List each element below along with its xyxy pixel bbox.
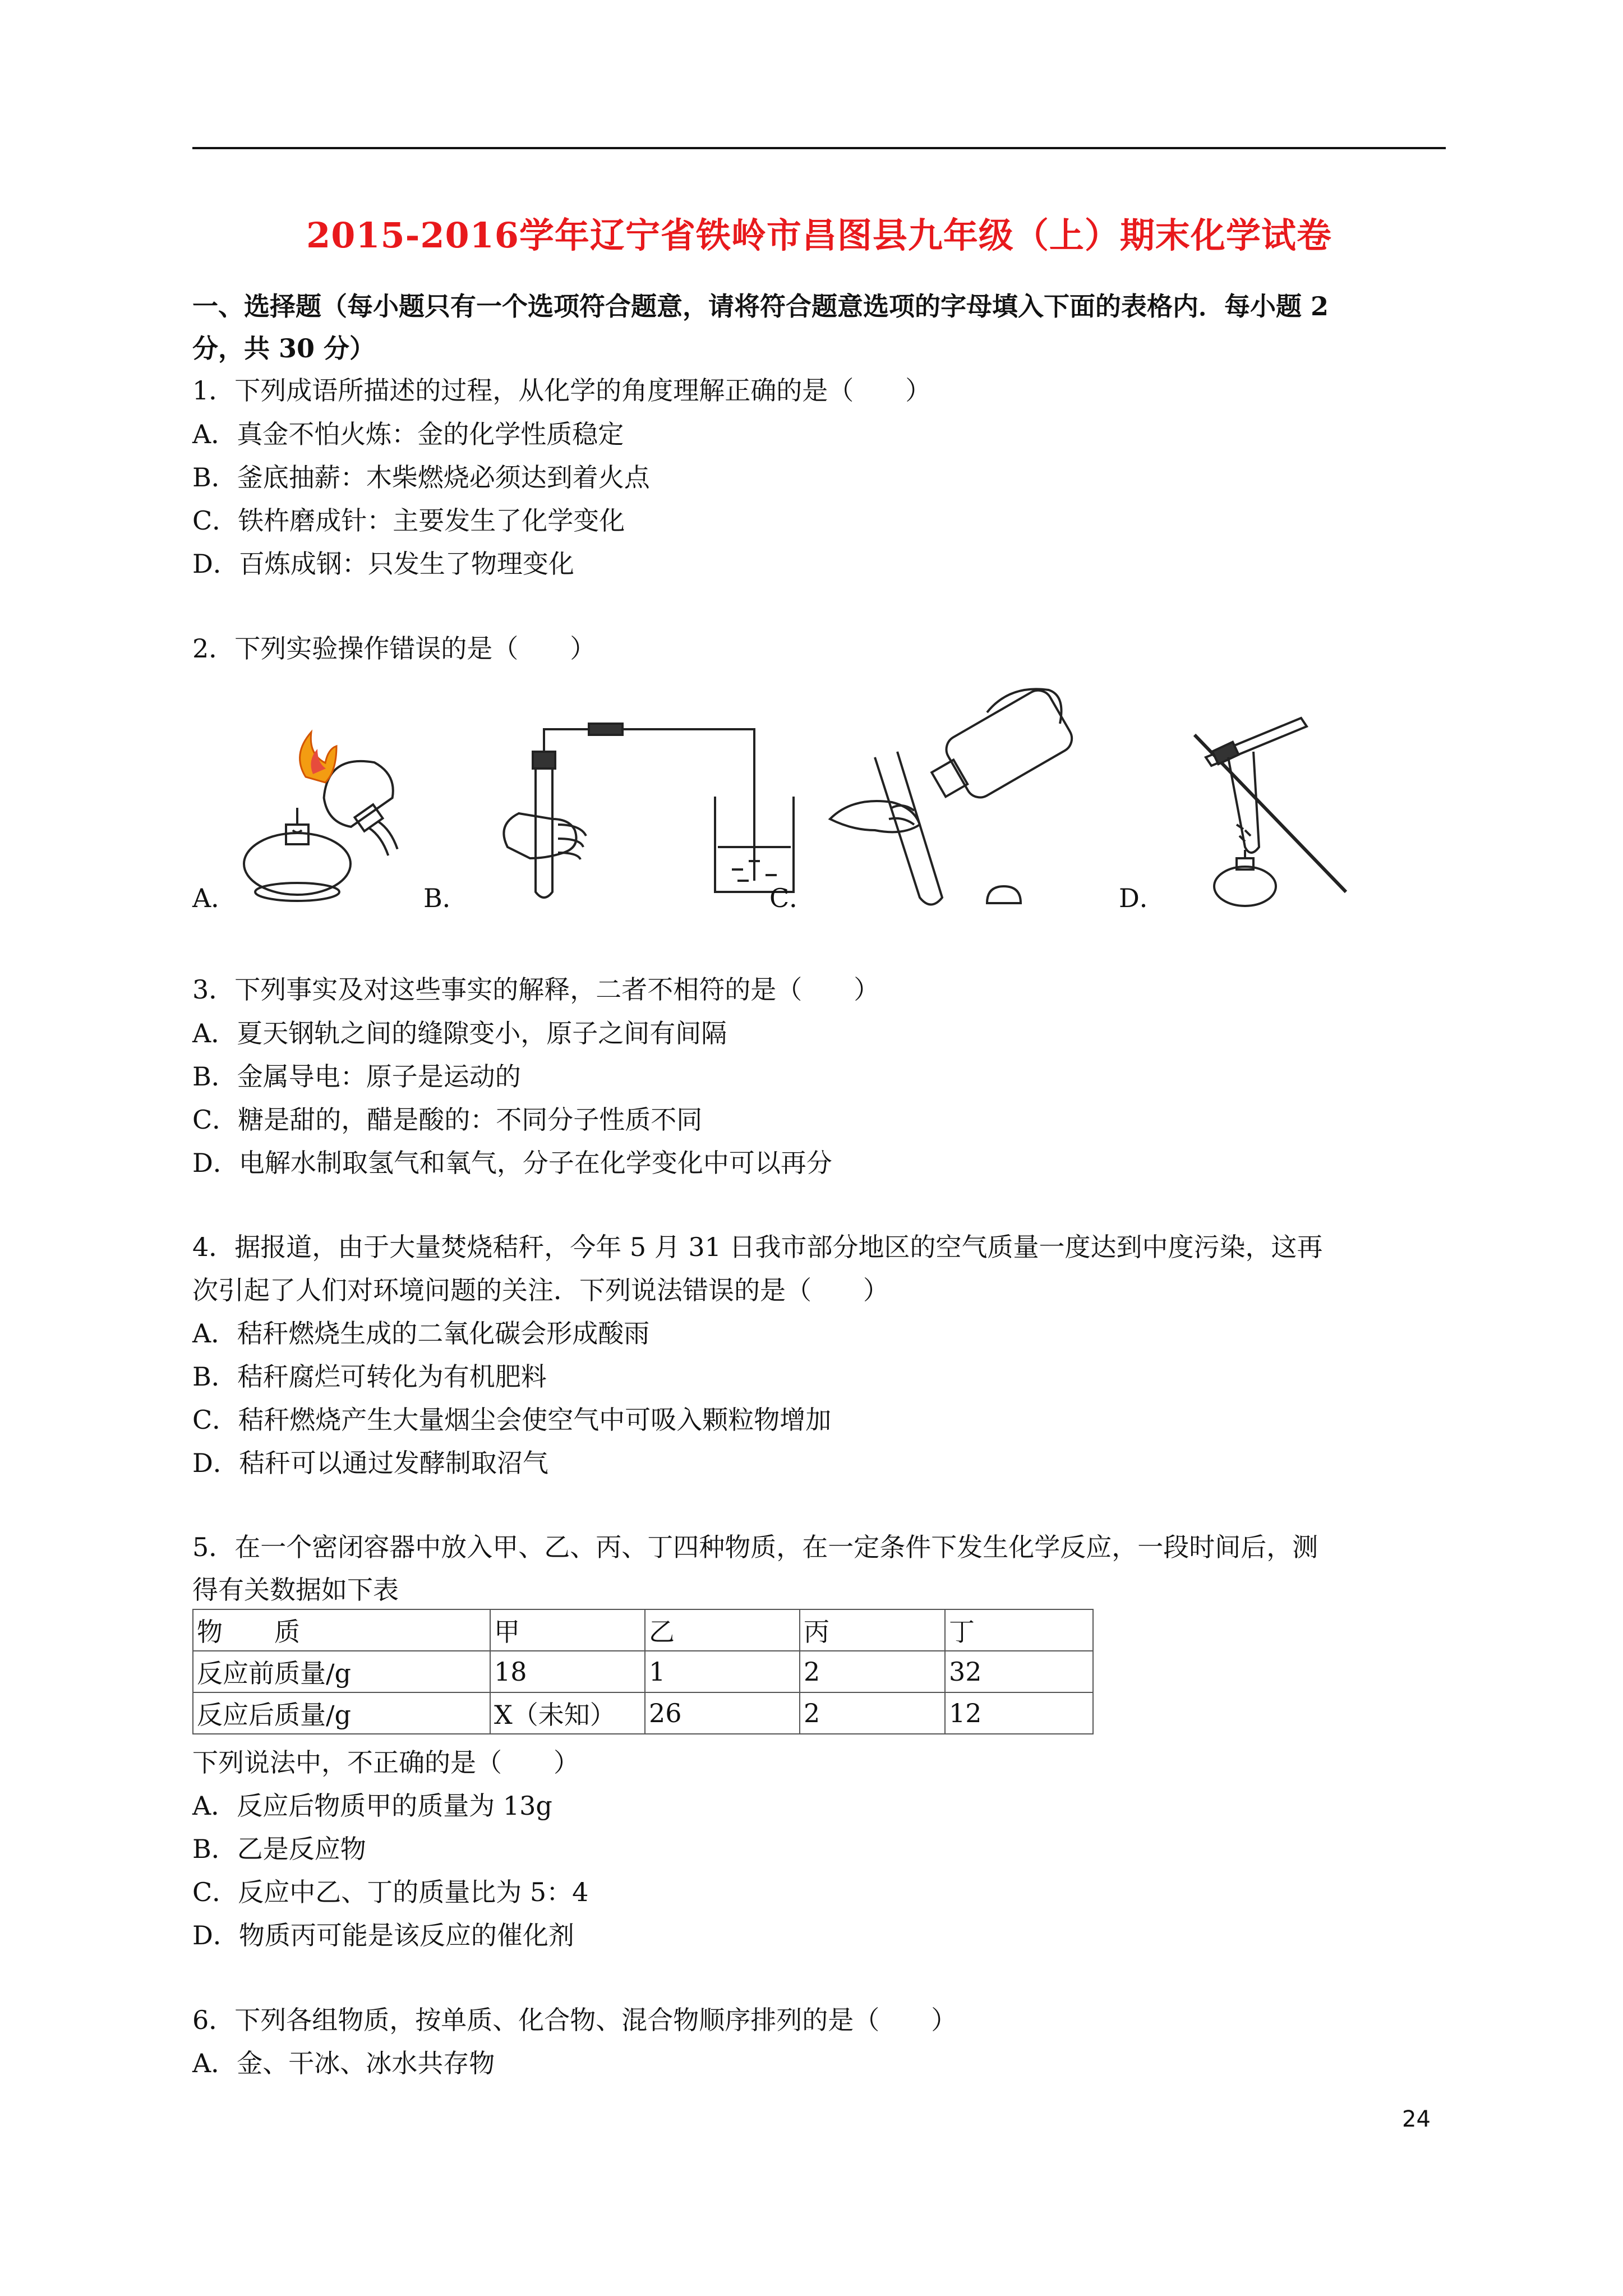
q4-option-c: C．秸秆燃烧产生大量烟尘会使空气中可吸入颗粒物增加 bbox=[192, 1405, 832, 1435]
table-row bbox=[193, 1692, 1093, 1734]
q3-option-b: B．金属导电：原子是运动的 bbox=[192, 1061, 521, 1092]
q3-option-d: D．电解水制取氢气和氧气，分子在化学变化中可以再分 bbox=[192, 1148, 832, 1178]
q6-stem: 6．下列各组物质，按单质、化合物、混合物顺序排列的是（ ） bbox=[192, 2005, 957, 2035]
q5-data-table bbox=[192, 1609, 1094, 1734]
table-cell: 26 bbox=[645, 1692, 800, 1734]
page-number: 24 bbox=[1402, 2106, 1431, 2132]
q1-option-b: B．釜底抽薪：木柴燃烧必须达到着火点 bbox=[192, 462, 650, 493]
table-cell: 32 bbox=[945, 1651, 1093, 1692]
q2-label-c: C． bbox=[769, 883, 815, 913]
table-cell: 甲 bbox=[490, 1609, 645, 1651]
q4-stem-line2: 次引起了人们对环境问题的关注．下列说法错误的是（ ） bbox=[192, 1275, 889, 1305]
q2-label-d: D． bbox=[1119, 883, 1165, 913]
header-rule bbox=[192, 147, 1446, 149]
table-cell: 12 bbox=[945, 1692, 1093, 1734]
section-heading-line2: 分，共 30 分） bbox=[192, 333, 376, 364]
table-cell: 乙 bbox=[645, 1609, 800, 1651]
q5-option-b: B．乙是反应物 bbox=[192, 1834, 366, 1864]
q4-option-b: B．秸秆腐烂可转化为有机肥料 bbox=[192, 1361, 547, 1392]
q1-stem: 1．下列成语所描述的过程，从化学的角度理解正确的是（ ） bbox=[192, 375, 932, 406]
table-cell: 1 bbox=[645, 1651, 800, 1692]
q4-option-d: D．秸秆可以通过发酵制取沼气 bbox=[192, 1448, 548, 1478]
q5-option-a: A．反应后物质甲的质量为 13g bbox=[192, 1791, 552, 1821]
q5-stem-line1: 5．在一个密闭容器中放入甲、乙、丙、丁四种物质，在一定条件下发生化学反应，一段时间后，测 bbox=[192, 1532, 1318, 1562]
table-row bbox=[193, 1651, 1093, 1692]
q4-stem-line1: 4．据报道，由于大量焚烧秸秆，今年 5 月 31 日我市部分地区的空气质量一度达到中度污染，这再 bbox=[192, 1232, 1323, 1262]
q1-option-a: A．真金不怕火炼：金的化学性质稳定 bbox=[192, 419, 624, 449]
table-cell: X（未知） bbox=[490, 1692, 645, 1734]
q5-option-d: D．物质丙可能是该反应的催化剂 bbox=[192, 1920, 574, 1950]
page-title: 2015-2016学年辽宁省铁岭市昌图县九年级（上）期末化学试卷 bbox=[306, 215, 1332, 256]
figure-c-pouring-liquid-icon bbox=[819, 679, 1099, 914]
table-row bbox=[193, 1609, 1093, 1651]
q3-option-c: C．糖是甜的，醋是酸的：不同分子性质不同 bbox=[192, 1105, 703, 1135]
table-cell: 18 bbox=[490, 1651, 645, 1692]
q5-stem-line2: 得有关数据如下表 bbox=[192, 1575, 399, 1605]
q2-label-b: B． bbox=[423, 883, 468, 913]
table-cell: 反应前质量/g bbox=[193, 1651, 490, 1692]
q3-option-a: A．夏天钢轨之间的缝隙变小，原子之间有间隔 bbox=[192, 1018, 727, 1048]
figure-d-heating-test-tube-icon bbox=[1161, 707, 1374, 914]
q4-option-a: A．秸秆燃烧生成的二氧化碳会形成酸雨 bbox=[192, 1318, 650, 1349]
q2-stem: 2．下列实验操作错误的是（ ） bbox=[192, 633, 596, 664]
figure-b-airtightness-check-icon bbox=[468, 718, 805, 903]
table-cell: 2 bbox=[800, 1651, 945, 1692]
q6-option-a: A．金、干冰、冰水共存物 bbox=[192, 2048, 495, 2078]
q1-option-c: C．铁杵磨成针：主要发生了化学变化 bbox=[192, 505, 625, 536]
q3-stem: 3．下列事实及对这些事实的解释，二者不相符的是（ ） bbox=[192, 974, 880, 1005]
q2-label-a: A． bbox=[192, 883, 237, 913]
table-cell: 反应后质量/g bbox=[193, 1692, 490, 1734]
q5-option-c: C．反应中乙、丁的质量比为 5：4 bbox=[192, 1877, 589, 1907]
q5-after-table: 下列说法中，不正确的是（ ） bbox=[192, 1747, 579, 1778]
section-heading-line1: 一、选择题（每小题只有一个选项符合题意，请将符合题意选项的字母填入下面的表格内．每小题 2 bbox=[192, 291, 1329, 321]
table-cell: 丙 bbox=[800, 1609, 945, 1651]
table-cell: 物 质 bbox=[193, 1609, 490, 1651]
figure-a-alcohol-lamp-icon bbox=[230, 724, 415, 909]
table-cell: 丁 bbox=[945, 1609, 1093, 1651]
q1-option-d: D．百炼成钢：只发生了物理变化 bbox=[192, 549, 574, 579]
table-cell: 2 bbox=[800, 1692, 945, 1734]
